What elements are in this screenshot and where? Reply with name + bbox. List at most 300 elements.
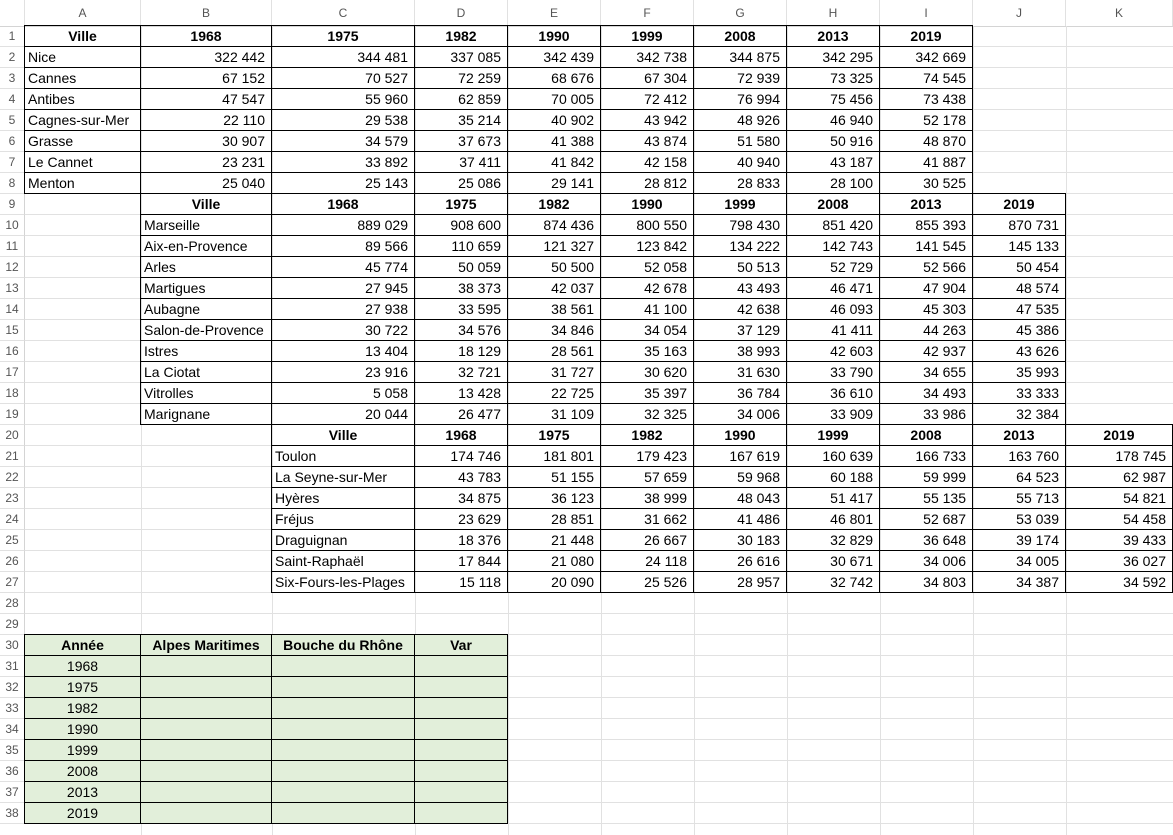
row-header-13[interactable]: 13 bbox=[0, 278, 25, 299]
summary-empty-cell[interactable] bbox=[414, 655, 508, 677]
table3-value-cell[interactable]: 166 733 bbox=[879, 445, 973, 467]
table2-value-cell[interactable]: 50 513 bbox=[693, 256, 787, 278]
summary-header-cell[interactable]: Var bbox=[414, 634, 508, 656]
summary-empty-cell[interactable] bbox=[140, 718, 272, 740]
table2-value-cell[interactable]: 52 729 bbox=[786, 256, 880, 278]
table1-value-cell[interactable]: 55 960 bbox=[271, 88, 415, 110]
table2-value-cell[interactable]: 33 790 bbox=[786, 361, 880, 383]
table2-value-cell[interactable]: 22 725 bbox=[507, 382, 601, 404]
table3-city-cell[interactable]: Six-Fours-les-Plages bbox=[271, 571, 415, 593]
table2-value-cell[interactable]: 31 727 bbox=[507, 361, 601, 383]
table3-value-cell[interactable]: 30 183 bbox=[693, 529, 787, 551]
table1-value-cell[interactable]: 37 673 bbox=[414, 130, 508, 152]
row-header-37[interactable]: 37 bbox=[0, 782, 25, 803]
table2-value-cell[interactable]: 50 500 bbox=[507, 256, 601, 278]
table2-value-cell[interactable]: 145 133 bbox=[972, 235, 1066, 257]
column-header-H[interactable]: H bbox=[787, 0, 880, 26]
row-header-23[interactable]: 23 bbox=[0, 488, 25, 509]
table2-value-cell[interactable]: 89 566 bbox=[271, 235, 415, 257]
table3-value-cell[interactable]: 64 523 bbox=[972, 466, 1066, 488]
table1-header-cell[interactable]: 1968 bbox=[140, 25, 272, 47]
summary-year-cell[interactable]: 2008 bbox=[24, 760, 141, 782]
table3-value-cell[interactable]: 53 039 bbox=[972, 508, 1066, 530]
summary-empty-cell[interactable] bbox=[271, 760, 415, 782]
summary-empty-cell[interactable] bbox=[271, 739, 415, 761]
row-header-25[interactable]: 25 bbox=[0, 530, 25, 551]
row-header-26[interactable]: 26 bbox=[0, 551, 25, 572]
table1-value-cell[interactable]: 29 141 bbox=[507, 172, 601, 194]
column-header-I[interactable]: I bbox=[880, 0, 973, 26]
table2-value-cell[interactable]: 35 993 bbox=[972, 361, 1066, 383]
table2-value-cell[interactable]: 32 721 bbox=[414, 361, 508, 383]
table1-value-cell[interactable]: 28 833 bbox=[693, 172, 787, 194]
table3-value-cell[interactable]: 55 135 bbox=[879, 487, 973, 509]
table2-value-cell[interactable]: 47 535 bbox=[972, 298, 1066, 320]
table3-value-cell[interactable]: 34 387 bbox=[972, 571, 1066, 593]
table2-header-cell[interactable]: 1999 bbox=[693, 193, 787, 215]
table2-value-cell[interactable]: 43 493 bbox=[693, 277, 787, 299]
table3-value-cell[interactable]: 39 433 bbox=[1065, 529, 1173, 551]
table2-city-cell[interactable]: Marignane bbox=[140, 403, 272, 425]
table3-value-cell[interactable]: 34 006 bbox=[879, 550, 973, 572]
table3-value-cell[interactable]: 38 999 bbox=[600, 487, 694, 509]
table2-value-cell[interactable]: 34 054 bbox=[600, 319, 694, 341]
column-header-B[interactable]: B bbox=[141, 0, 272, 26]
table3-value-cell[interactable]: 51 155 bbox=[507, 466, 601, 488]
row-header-22[interactable]: 22 bbox=[0, 467, 25, 488]
table3-value-cell[interactable]: 15 118 bbox=[414, 571, 508, 593]
column-header-G[interactable]: G bbox=[694, 0, 787, 26]
table3-value-cell[interactable]: 57 659 bbox=[600, 466, 694, 488]
table1-header-cell[interactable]: 1999 bbox=[600, 25, 694, 47]
table2-value-cell[interactable]: 35 163 bbox=[600, 340, 694, 362]
table2-value-cell[interactable]: 30 722 bbox=[271, 319, 415, 341]
table3-value-cell[interactable]: 26 667 bbox=[600, 529, 694, 551]
summary-year-cell[interactable]: 1990 bbox=[24, 718, 141, 740]
table1-header-cell[interactable]: 2019 bbox=[879, 25, 973, 47]
table3-value-cell[interactable]: 174 746 bbox=[414, 445, 508, 467]
table3-value-cell[interactable]: 31 662 bbox=[600, 508, 694, 530]
table1-header-cell[interactable]: 1982 bbox=[414, 25, 508, 47]
table2-value-cell[interactable]: 27 945 bbox=[271, 277, 415, 299]
table3-value-cell[interactable]: 36 123 bbox=[507, 487, 601, 509]
row-header-7[interactable]: 7 bbox=[0, 152, 25, 173]
table3-value-cell[interactable]: 34 005 bbox=[972, 550, 1066, 572]
column-header-A[interactable]: A bbox=[25, 0, 141, 26]
column-header-J[interactable]: J bbox=[973, 0, 1066, 26]
table1-value-cell[interactable]: 342 439 bbox=[507, 46, 601, 68]
table2-header-cell[interactable]: 2019 bbox=[972, 193, 1066, 215]
table3-value-cell[interactable]: 60 188 bbox=[786, 466, 880, 488]
table2-value-cell[interactable]: 42 037 bbox=[507, 277, 601, 299]
table1-value-cell[interactable]: 43 942 bbox=[600, 109, 694, 131]
table3-header-cell[interactable]: 1990 bbox=[693, 424, 787, 446]
row-header-32[interactable]: 32 bbox=[0, 677, 25, 698]
table1-value-cell[interactable]: 72 939 bbox=[693, 67, 787, 89]
table1-city-cell[interactable]: Le Cannet bbox=[24, 151, 141, 173]
table2-city-cell[interactable]: Martigues bbox=[140, 277, 272, 299]
table2-value-cell[interactable]: 34 006 bbox=[693, 403, 787, 425]
table2-value-cell[interactable]: 32 384 bbox=[972, 403, 1066, 425]
table3-value-cell[interactable]: 51 417 bbox=[786, 487, 880, 509]
table1-value-cell[interactable]: 37 411 bbox=[414, 151, 508, 173]
table3-header-cell[interactable]: Ville bbox=[271, 424, 415, 446]
table3-value-cell[interactable]: 178 745 bbox=[1065, 445, 1173, 467]
table2-city-cell[interactable]: Aubagne bbox=[140, 298, 272, 320]
table3-header-cell[interactable]: 1999 bbox=[786, 424, 880, 446]
table1-value-cell[interactable]: 30 907 bbox=[140, 130, 272, 152]
table1-value-cell[interactable]: 22 110 bbox=[140, 109, 272, 131]
table2-value-cell[interactable]: 37 129 bbox=[693, 319, 787, 341]
table2-value-cell[interactable]: 798 430 bbox=[693, 214, 787, 236]
summary-empty-cell[interactable] bbox=[414, 739, 508, 761]
table3-value-cell[interactable]: 59 968 bbox=[693, 466, 787, 488]
select-all-corner[interactable] bbox=[0, 0, 25, 26]
table2-value-cell[interactable]: 50 059 bbox=[414, 256, 508, 278]
table1-value-cell[interactable]: 75 456 bbox=[786, 88, 880, 110]
table2-value-cell[interactable]: 123 842 bbox=[600, 235, 694, 257]
row-header-14[interactable]: 14 bbox=[0, 299, 25, 320]
table2-city-cell[interactable]: Istres bbox=[140, 340, 272, 362]
table1-value-cell[interactable]: 33 892 bbox=[271, 151, 415, 173]
table3-value-cell[interactable]: 55 713 bbox=[972, 487, 1066, 509]
table2-value-cell[interactable]: 42 603 bbox=[786, 340, 880, 362]
table3-value-cell[interactable]: 52 687 bbox=[879, 508, 973, 530]
table3-city-cell[interactable]: Toulon bbox=[271, 445, 415, 467]
table1-header-cell[interactable]: Ville bbox=[24, 25, 141, 47]
table2-value-cell[interactable]: 33 333 bbox=[972, 382, 1066, 404]
table2-value-cell[interactable]: 45 386 bbox=[972, 319, 1066, 341]
table2-value-cell[interactable]: 33 909 bbox=[786, 403, 880, 425]
table3-city-cell[interactable]: La Seyne-sur-Mer bbox=[271, 466, 415, 488]
table1-value-cell[interactable]: 74 545 bbox=[879, 67, 973, 89]
table2-header-cell[interactable]: 1975 bbox=[414, 193, 508, 215]
table3-city-cell[interactable]: Hyères bbox=[271, 487, 415, 509]
table1-city-cell[interactable]: Antibes bbox=[24, 88, 141, 110]
table1-value-cell[interactable]: 40 902 bbox=[507, 109, 601, 131]
table2-city-cell[interactable]: Marseille bbox=[140, 214, 272, 236]
table2-value-cell[interactable]: 13 428 bbox=[414, 382, 508, 404]
table3-value-cell[interactable]: 25 526 bbox=[600, 571, 694, 593]
row-header-1[interactable]: 1 bbox=[0, 26, 25, 47]
table2-value-cell[interactable]: 52 058 bbox=[600, 256, 694, 278]
table2-value-cell[interactable]: 42 678 bbox=[600, 277, 694, 299]
table2-value-cell[interactable]: 13 404 bbox=[271, 340, 415, 362]
table2-header-cell[interactable]: Ville bbox=[140, 193, 272, 215]
summary-empty-cell[interactable] bbox=[271, 697, 415, 719]
table3-value-cell[interactable]: 43 783 bbox=[414, 466, 508, 488]
table2-value-cell[interactable]: 38 373 bbox=[414, 277, 508, 299]
table1-header-cell[interactable]: 1990 bbox=[507, 25, 601, 47]
table3-value-cell[interactable]: 24 118 bbox=[600, 550, 694, 572]
table1-header-cell[interactable]: 2008 bbox=[693, 25, 787, 47]
table3-header-cell[interactable]: 2013 bbox=[972, 424, 1066, 446]
table1-city-cell[interactable]: Cannes bbox=[24, 67, 141, 89]
row-header-10[interactable]: 10 bbox=[0, 215, 25, 236]
table2-value-cell[interactable]: 20 044 bbox=[271, 403, 415, 425]
table3-value-cell[interactable]: 18 376 bbox=[414, 529, 508, 551]
table2-value-cell[interactable]: 870 731 bbox=[972, 214, 1066, 236]
table1-value-cell[interactable]: 25 143 bbox=[271, 172, 415, 194]
table2-value-cell[interactable]: 31 109 bbox=[507, 403, 601, 425]
table3-value-cell[interactable]: 34 875 bbox=[414, 487, 508, 509]
table1-value-cell[interactable]: 62 859 bbox=[414, 88, 508, 110]
table3-value-cell[interactable]: 34 592 bbox=[1065, 571, 1173, 593]
summary-empty-cell[interactable] bbox=[140, 676, 272, 698]
summary-empty-cell[interactable] bbox=[414, 781, 508, 803]
table1-value-cell[interactable]: 344 481 bbox=[271, 46, 415, 68]
table1-value-cell[interactable]: 73 325 bbox=[786, 67, 880, 89]
summary-empty-cell[interactable] bbox=[271, 718, 415, 740]
row-header-8[interactable]: 8 bbox=[0, 173, 25, 194]
summary-empty-cell[interactable] bbox=[414, 802, 508, 824]
table2-value-cell[interactable]: 36 784 bbox=[693, 382, 787, 404]
table2-header-cell[interactable]: 2013 bbox=[879, 193, 973, 215]
table2-value-cell[interactable]: 50 454 bbox=[972, 256, 1066, 278]
table1-value-cell[interactable]: 30 525 bbox=[879, 172, 973, 194]
row-header-29[interactable]: 29 bbox=[0, 614, 25, 635]
summary-year-cell[interactable]: 1968 bbox=[24, 655, 141, 677]
table1-value-cell[interactable]: 28 100 bbox=[786, 172, 880, 194]
table1-value-cell[interactable]: 344 875 bbox=[693, 46, 787, 68]
table3-value-cell[interactable]: 32 742 bbox=[786, 571, 880, 593]
row-header-12[interactable]: 12 bbox=[0, 257, 25, 278]
table2-value-cell[interactable]: 38 993 bbox=[693, 340, 787, 362]
table2-value-cell[interactable]: 110 659 bbox=[414, 235, 508, 257]
table1-value-cell[interactable]: 25 086 bbox=[414, 172, 508, 194]
table2-value-cell[interactable]: 38 561 bbox=[507, 298, 601, 320]
table3-value-cell[interactable]: 36 648 bbox=[879, 529, 973, 551]
table3-value-cell[interactable]: 36 027 bbox=[1065, 550, 1173, 572]
row-header-16[interactable]: 16 bbox=[0, 341, 25, 362]
table2-value-cell[interactable]: 46 471 bbox=[786, 277, 880, 299]
table1-value-cell[interactable]: 46 940 bbox=[786, 109, 880, 131]
table1-value-cell[interactable]: 25 040 bbox=[140, 172, 272, 194]
row-header-35[interactable]: 35 bbox=[0, 740, 25, 761]
summary-empty-cell[interactable] bbox=[414, 697, 508, 719]
table1-value-cell[interactable]: 43 874 bbox=[600, 130, 694, 152]
table1-city-cell[interactable]: Menton bbox=[24, 172, 141, 194]
table2-value-cell[interactable]: 27 938 bbox=[271, 298, 415, 320]
table2-value-cell[interactable]: 41 411 bbox=[786, 319, 880, 341]
summary-header-cell[interactable]: Bouche du Rhône bbox=[271, 634, 415, 656]
table1-value-cell[interactable]: 67 304 bbox=[600, 67, 694, 89]
table3-value-cell[interactable]: 28 851 bbox=[507, 508, 601, 530]
summary-empty-cell[interactable] bbox=[140, 802, 272, 824]
table3-value-cell[interactable]: 23 629 bbox=[414, 508, 508, 530]
table2-value-cell[interactable]: 800 550 bbox=[600, 214, 694, 236]
summary-empty-cell[interactable] bbox=[271, 655, 415, 677]
column-header-D[interactable]: D bbox=[415, 0, 508, 26]
table2-value-cell[interactable]: 34 655 bbox=[879, 361, 973, 383]
table2-value-cell[interactable]: 46 093 bbox=[786, 298, 880, 320]
table3-value-cell[interactable]: 179 423 bbox=[600, 445, 694, 467]
table3-value-cell[interactable]: 26 616 bbox=[693, 550, 787, 572]
table2-city-cell[interactable]: Salon-de-Provence bbox=[140, 319, 272, 341]
table2-header-cell[interactable]: 2008 bbox=[786, 193, 880, 215]
row-header-24[interactable]: 24 bbox=[0, 509, 25, 530]
table3-city-cell[interactable]: Saint-Raphaël bbox=[271, 550, 415, 572]
summary-header-cell[interactable]: Alpes Maritimes bbox=[140, 634, 272, 656]
table2-city-cell[interactable]: Aix-en-Provence bbox=[140, 235, 272, 257]
table1-value-cell[interactable]: 50 916 bbox=[786, 130, 880, 152]
table1-value-cell[interactable]: 76 994 bbox=[693, 88, 787, 110]
summary-empty-cell[interactable] bbox=[140, 739, 272, 761]
row-header-6[interactable]: 6 bbox=[0, 131, 25, 152]
table2-value-cell[interactable]: 44 263 bbox=[879, 319, 973, 341]
table3-header-cell[interactable]: 2008 bbox=[879, 424, 973, 446]
table3-value-cell[interactable]: 62 987 bbox=[1065, 466, 1173, 488]
summary-empty-cell[interactable] bbox=[140, 697, 272, 719]
table2-value-cell[interactable]: 141 545 bbox=[879, 235, 973, 257]
table2-value-cell[interactable]: 52 566 bbox=[879, 256, 973, 278]
table1-header-cell[interactable]: 2013 bbox=[786, 25, 880, 47]
table2-value-cell[interactable]: 36 610 bbox=[786, 382, 880, 404]
row-header-28[interactable]: 28 bbox=[0, 593, 25, 614]
summary-empty-cell[interactable] bbox=[271, 781, 415, 803]
table1-value-cell[interactable]: 67 152 bbox=[140, 67, 272, 89]
table2-value-cell[interactable]: 23 916 bbox=[271, 361, 415, 383]
table1-value-cell[interactable]: 28 812 bbox=[600, 172, 694, 194]
summary-empty-cell[interactable] bbox=[140, 781, 272, 803]
table3-value-cell[interactable]: 54 458 bbox=[1065, 508, 1173, 530]
row-header-3[interactable]: 3 bbox=[0, 68, 25, 89]
table2-value-cell[interactable]: 30 620 bbox=[600, 361, 694, 383]
table2-value-cell[interactable]: 48 574 bbox=[972, 277, 1066, 299]
summary-header-cell[interactable]: Année bbox=[24, 634, 141, 656]
table1-city-cell[interactable]: Cagnes-sur-Mer bbox=[24, 109, 141, 131]
table1-city-cell[interactable]: Grasse bbox=[24, 130, 141, 152]
table2-city-cell[interactable]: Vitrolles bbox=[140, 382, 272, 404]
table2-value-cell[interactable]: 851 420 bbox=[786, 214, 880, 236]
table1-value-cell[interactable]: 48 870 bbox=[879, 130, 973, 152]
table2-value-cell[interactable]: 874 436 bbox=[507, 214, 601, 236]
table1-value-cell[interactable]: 73 438 bbox=[879, 88, 973, 110]
table2-value-cell[interactable]: 41 100 bbox=[600, 298, 694, 320]
summary-year-cell[interactable]: 1999 bbox=[24, 739, 141, 761]
column-header-F[interactable]: F bbox=[601, 0, 694, 26]
row-header-19[interactable]: 19 bbox=[0, 404, 25, 425]
table3-city-cell[interactable]: Draguignan bbox=[271, 529, 415, 551]
table3-value-cell[interactable]: 20 090 bbox=[507, 571, 601, 593]
table2-header-cell[interactable]: 1990 bbox=[600, 193, 694, 215]
table3-value-cell[interactable]: 181 801 bbox=[507, 445, 601, 467]
row-header-11[interactable]: 11 bbox=[0, 236, 25, 257]
table2-value-cell[interactable]: 34 846 bbox=[507, 319, 601, 341]
table2-value-cell[interactable]: 889 029 bbox=[271, 214, 415, 236]
table1-value-cell[interactable]: 68 676 bbox=[507, 67, 601, 89]
table2-value-cell[interactable]: 33 595 bbox=[414, 298, 508, 320]
table2-value-cell[interactable]: 34 576 bbox=[414, 319, 508, 341]
table3-city-cell[interactable]: Fréjus bbox=[271, 508, 415, 530]
table2-value-cell[interactable]: 142 743 bbox=[786, 235, 880, 257]
table2-city-cell[interactable]: La Ciotat bbox=[140, 361, 272, 383]
row-header-2[interactable]: 2 bbox=[0, 47, 25, 68]
summary-year-cell[interactable]: 2013 bbox=[24, 781, 141, 803]
table3-value-cell[interactable]: 17 844 bbox=[414, 550, 508, 572]
table1-value-cell[interactable]: 42 158 bbox=[600, 151, 694, 173]
table3-value-cell[interactable]: 59 999 bbox=[879, 466, 973, 488]
table2-value-cell[interactable]: 47 904 bbox=[879, 277, 973, 299]
row-header-27[interactable]: 27 bbox=[0, 572, 25, 593]
table1-value-cell[interactable]: 72 412 bbox=[600, 88, 694, 110]
summary-empty-cell[interactable] bbox=[140, 655, 272, 677]
table2-value-cell[interactable]: 45 774 bbox=[271, 256, 415, 278]
table1-value-cell[interactable]: 23 231 bbox=[140, 151, 272, 173]
table3-value-cell[interactable]: 167 619 bbox=[693, 445, 787, 467]
summary-year-cell[interactable]: 1975 bbox=[24, 676, 141, 698]
table2-header-cell[interactable]: 1982 bbox=[507, 193, 601, 215]
table2-value-cell[interactable]: 32 325 bbox=[600, 403, 694, 425]
table1-value-cell[interactable]: 47 547 bbox=[140, 88, 272, 110]
table2-value-cell[interactable]: 855 393 bbox=[879, 214, 973, 236]
table2-value-cell[interactable]: 18 129 bbox=[414, 340, 508, 362]
table2-value-cell[interactable]: 908 600 bbox=[414, 214, 508, 236]
table1-value-cell[interactable]: 41 388 bbox=[507, 130, 601, 152]
table2-header-cell[interactable]: 1968 bbox=[271, 193, 415, 215]
column-header-K[interactable]: K bbox=[1066, 0, 1173, 26]
table3-header-cell[interactable]: 1975 bbox=[507, 424, 601, 446]
summary-empty-cell[interactable] bbox=[414, 676, 508, 698]
row-header-18[interactable]: 18 bbox=[0, 383, 25, 404]
table3-header-cell[interactable]: 2019 bbox=[1065, 424, 1173, 446]
summary-empty-cell[interactable] bbox=[140, 760, 272, 782]
table3-value-cell[interactable]: 34 803 bbox=[879, 571, 973, 593]
table3-header-cell[interactable]: 1982 bbox=[600, 424, 694, 446]
table3-value-cell[interactable]: 28 957 bbox=[693, 571, 787, 593]
summary-empty-cell[interactable] bbox=[414, 760, 508, 782]
table1-city-cell[interactable]: Nice bbox=[24, 46, 141, 68]
table1-value-cell[interactable]: 70 005 bbox=[507, 88, 601, 110]
summary-empty-cell[interactable] bbox=[414, 718, 508, 740]
table1-value-cell[interactable]: 41 887 bbox=[879, 151, 973, 173]
table1-value-cell[interactable]: 342 669 bbox=[879, 46, 973, 68]
table3-value-cell[interactable]: 30 671 bbox=[786, 550, 880, 572]
summary-year-cell[interactable]: 2019 bbox=[24, 802, 141, 824]
row-header-9[interactable]: 9 bbox=[0, 194, 25, 215]
table3-value-cell[interactable]: 54 821 bbox=[1065, 487, 1173, 509]
row-header-30[interactable]: 30 bbox=[0, 635, 25, 656]
table2-value-cell[interactable]: 5 058 bbox=[271, 382, 415, 404]
table1-header-cell[interactable]: 1975 bbox=[271, 25, 415, 47]
column-header-E[interactable]: E bbox=[508, 0, 601, 26]
table1-value-cell[interactable]: 342 738 bbox=[600, 46, 694, 68]
table1-value-cell[interactable]: 29 538 bbox=[271, 109, 415, 131]
table1-value-cell[interactable]: 41 842 bbox=[507, 151, 601, 173]
table2-value-cell[interactable]: 43 626 bbox=[972, 340, 1066, 362]
row-header-5[interactable]: 5 bbox=[0, 110, 25, 131]
table1-value-cell[interactable]: 337 085 bbox=[414, 46, 508, 68]
table3-value-cell[interactable]: 21 448 bbox=[507, 529, 601, 551]
table3-value-cell[interactable]: 21 080 bbox=[507, 550, 601, 572]
column-header-C[interactable]: C bbox=[272, 0, 415, 26]
table3-header-cell[interactable]: 1968 bbox=[414, 424, 508, 446]
table2-value-cell[interactable]: 35 397 bbox=[600, 382, 694, 404]
table2-value-cell[interactable]: 134 222 bbox=[693, 235, 787, 257]
table2-value-cell[interactable]: 45 303 bbox=[879, 298, 973, 320]
table1-value-cell[interactable]: 322 442 bbox=[140, 46, 272, 68]
table1-value-cell[interactable]: 52 178 bbox=[879, 109, 973, 131]
row-header-20[interactable]: 20 bbox=[0, 425, 25, 446]
summary-year-cell[interactable]: 1982 bbox=[24, 697, 141, 719]
table1-value-cell[interactable]: 35 214 bbox=[414, 109, 508, 131]
table3-value-cell[interactable]: 163 760 bbox=[972, 445, 1066, 467]
table3-value-cell[interactable]: 32 829 bbox=[786, 529, 880, 551]
table2-value-cell[interactable]: 31 630 bbox=[693, 361, 787, 383]
table1-value-cell[interactable]: 43 187 bbox=[786, 151, 880, 173]
table3-value-cell[interactable]: 41 486 bbox=[693, 508, 787, 530]
table1-value-cell[interactable]: 70 527 bbox=[271, 67, 415, 89]
